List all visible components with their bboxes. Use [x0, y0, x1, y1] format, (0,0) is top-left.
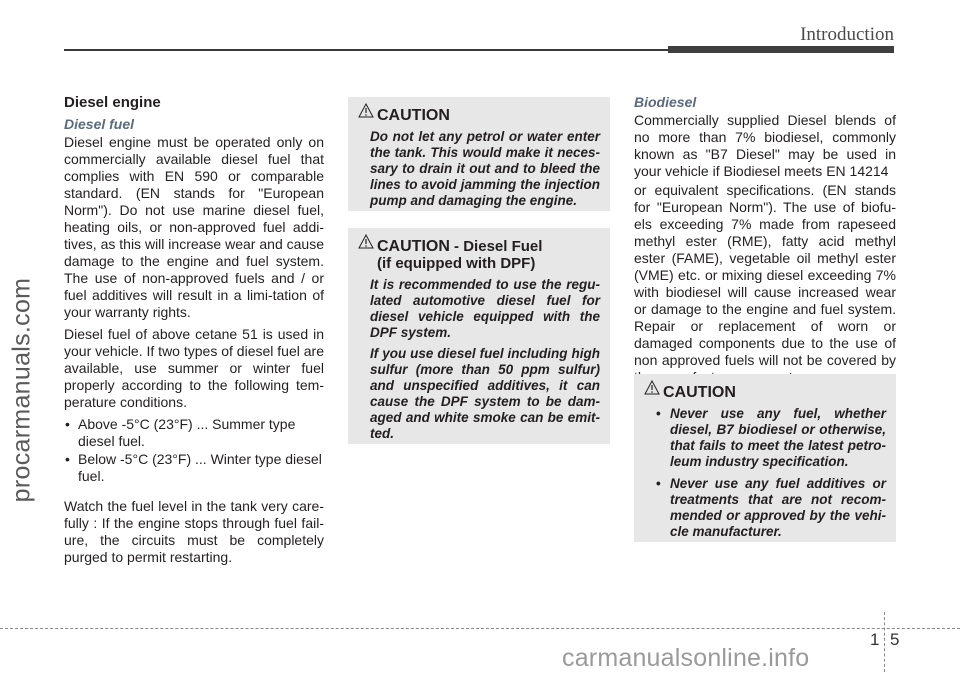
paragraph: Watch the fuel level in the tank very care-fully : If the engine stops through fuel fail-ure, the circuits must be completely purged to permit restarting.	[64, 498, 324, 565]
warning-triangle-icon	[358, 103, 374, 118]
left-column	[64, 94, 324, 571]
caution-text: If you use diesel fuel including high sulfur (more than 50 ppm sulfur) and unspecified additives, it can cause the DPF system to be dam-aged and white smoke can be emit-ted.	[370, 346, 600, 441]
list-item: • Above -5°C (23°F) ... Summer type diesel fuel.	[64, 416, 324, 450]
list-item: • Never use any fuel additives or treatments that are not recom-mended or approved by the vehi-cle manufacturer.	[656, 476, 886, 540]
page-number-divider	[884, 612, 885, 672]
section-title: Introduction	[800, 24, 894, 45]
subsection-heading: Diesel fuel	[64, 116, 135, 132]
section-heading: Diesel engine	[64, 94, 161, 111]
temperature-list	[64, 416, 324, 485]
caution-list	[656, 406, 886, 540]
side-watermark	[0, 110, 44, 670]
subsection-heading: Biodiesel	[634, 94, 697, 110]
footer-rule	[0, 628, 960, 629]
caution-title-suffix: - Diesel Fuel	[449, 238, 543, 255]
caution-box	[634, 374, 896, 542]
list-item: • Never use any fuel, whether diesel, B7 biodiesel or otherwise, that fails to meet the latest petro-leum industry specification.	[656, 406, 886, 470]
caution-box	[348, 97, 610, 211]
chapter-number: 1	[870, 630, 880, 649]
paragraph: Diesel engine must be operated only on commercially available diesel fuel that complies with EN 590 or comparable standard. (EN stands for "European Norm"). Do not use marine diesel fuel, heating oils, or non-approved fuel addi-tives, as this will increase wear and cause damage to the engine and fuel system. The use of non-approved fuels and / or fuel additives will result in a limi-tation of your warranty rights.	[64, 134, 324, 320]
paragraph: Commercially supplied Diesel blends of no more than 7% biodiesel, commonly known as "B7 Diesel" may be used in your vehicle if Biodiesel meets EN 14214	[634, 112, 896, 179]
paragraph: Diesel fuel of above cetane 51 is used in your vehicle. If two types of diesel fuel are available, use summer or winter fuel properly according to the following tem-perature conditions.	[64, 326, 324, 410]
side-watermark-text: procarmanuals.com	[7, 277, 36, 503]
header-accent-bar	[668, 46, 894, 53]
caution-title: CAUTION	[663, 384, 736, 401]
caution-title	[377, 238, 542, 272]
page-number: 5	[890, 630, 900, 649]
caution-title-line2: (if equipped with DPF)	[377, 255, 536, 272]
caution-text: It is recommended to use the regu-lated automotive diesel fuel for diesel vehicle equipped with the DPF system.	[370, 277, 600, 340]
caution-title: CAUTION	[377, 107, 450, 124]
paragraph: or equivalent specifications. (EN stands for "European Norm"). The use of biofu-els exceeding 7% made from rapeseed methyl ester (RME), fatty acid methyl ester (FAME), vegetable oil methyl ester (VME) etc. or mixing diesel exceeding 7% with biodiesel will cause increased wear or damage to the engine and fuel system. Repair or replacement of worn or damaged components due to the use of non approved fuels will not be covered by	[634, 182, 896, 368]
caution-text: Do not let any petrol or water enter the tank. This would make it neces-sary to drain it out and to bleed the lines to avoid jamming the injection pump and damaging the engine.	[370, 129, 600, 208]
caution-box	[348, 228, 610, 444]
bottom-watermark: carmanualsonline.info	[562, 644, 810, 672]
caution-title-main: CAUTION	[377, 238, 450, 255]
warning-triangle-icon	[644, 380, 660, 395]
list-item: • Below -5°C (23°F) ... Winter type diesel fuel.	[64, 451, 324, 485]
right-column	[634, 94, 896, 391]
warning-triangle-icon	[358, 234, 374, 249]
